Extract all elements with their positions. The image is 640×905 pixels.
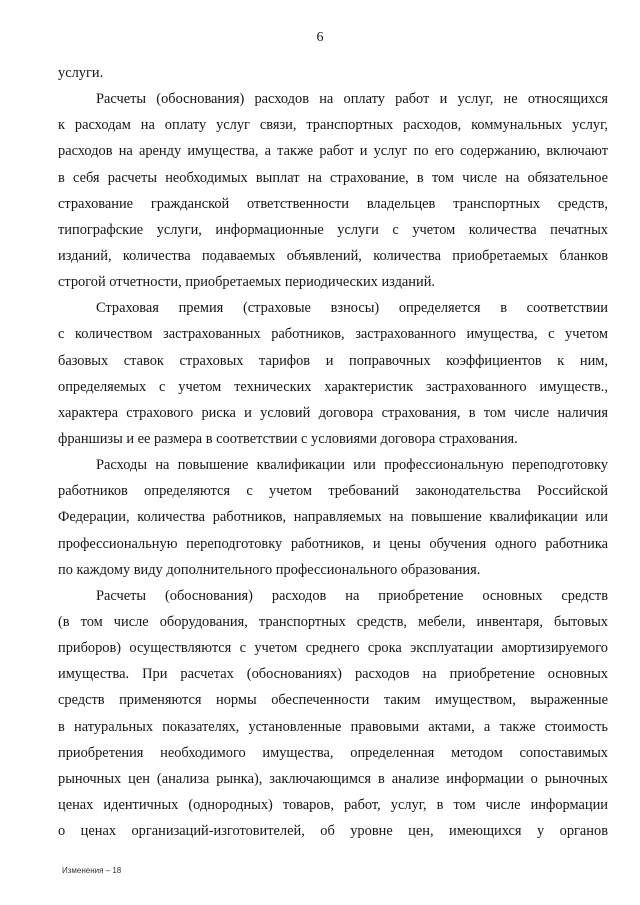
text-line: Расходы на повышение квалификации или профессиональную переподготовку [96, 457, 608, 474]
text-line: к расходам на оплату услуг связи, транспортных расходов, коммунальных услуг, [58, 117, 608, 134]
text-line: приобретения необходимого имущества, определенная методом сопоставимых [58, 744, 608, 761]
text-line: с количеством застрахованных работников, застрахованного имущества, с учетом [58, 326, 608, 343]
text-line: ценах идентичных (однородных) товаров, работ, услуг, в том числе информации [58, 796, 608, 813]
text-line: профессиональную переподготовку работников, и цены обучения одного работника [58, 535, 608, 552]
page-number: 6 [316, 30, 324, 45]
text-line: типографские услуги, информационные услуги с учетом количества печатных [58, 221, 608, 238]
text-line: в натуральных показателях, установленные правовыми актами, а также стоимость [58, 718, 608, 735]
text-line: приборов) осуществляются с учетом среднего срока эксплуатации амортизируемого [58, 640, 608, 657]
text-line: в себя расчеты необходимых выплат на страхование, в том числе на обязательное [58, 169, 608, 186]
text-line: Расчеты (обоснования) расходов на оплату работ и услуг, не относящихся [96, 91, 608, 108]
text-line: франшизы и ее размера в соответствии с условиями договора страхования. [58, 430, 518, 447]
text-line: базовых ставок страховых тарифов и поправочных коэффициентов к ним, [58, 352, 608, 369]
footer-revision-note: Изменения – 18 [62, 866, 122, 875]
text-line: Расчеты (обоснования) расходов на приобретение основных средств [96, 587, 608, 604]
text-line: имущества. При расчетах (обоснованиях) расходов на приобретение основных [58, 666, 608, 683]
text-line: (в том числе оборудования, транспортных средств, мебели, инвентаря, бытовых [58, 613, 608, 630]
text-line: о ценах организаций-изготовителей, об уровне цен, имеющихся у органов [58, 823, 608, 840]
text-line: услуги. [58, 65, 104, 81]
text-line: строгой отчетности, приобретаемых периодических изданий. [58, 274, 436, 291]
text-line: средств применяются нормы обеспеченности таким имуществом, выраженные [58, 692, 608, 709]
text-line: определяемых с учетом технических характеристик застрахованного имуществ., [58, 378, 608, 395]
text-line: характера страхового риска и условий договора страхования, в том числе наличия [58, 404, 608, 421]
text-line: страхование гражданской ответственности владельцев транспортных средств, [58, 195, 608, 212]
text-line: работников определяются с учетом требований законодательства Российской [58, 483, 608, 500]
text-line: изданий, количества подаваемых объявлений, количества приобретаемых бланков [58, 247, 608, 264]
text-line: Страховая премия (страховые взносы) определяется в соответствии [96, 300, 608, 317]
text-line: рыночных цен (анализа рынка), заключающимся в анализе информации о рыночных [58, 770, 608, 787]
text-line: по каждому виду дополнительного профессионального образования. [58, 561, 481, 578]
document-body [58, 60, 608, 844]
text-line: расходов на аренду имущества, а также работ и услуг по его содержанию, включают [58, 143, 608, 160]
text-line: Федерации, количества работников, направляемых на повышение квалификации или [58, 509, 608, 526]
